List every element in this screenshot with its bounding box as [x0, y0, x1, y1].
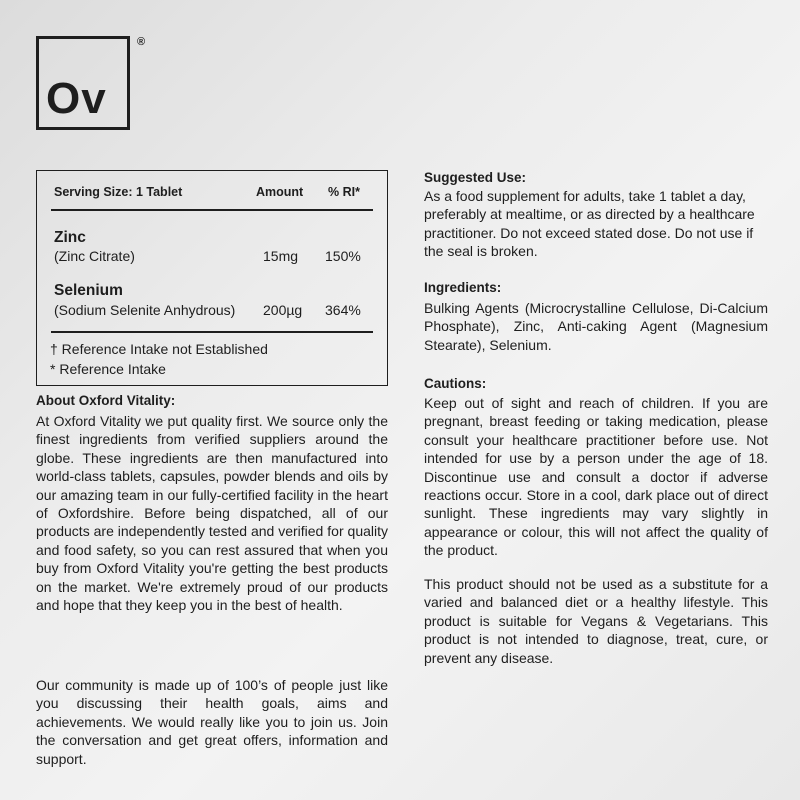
about-paragraph-1: At Oxford Vitality we put quality first. We source only the finest ingredients from verified suppliers around the globe. These ingredients are then manufactured into world-class tablets, capsules, powder blends and oils by our amazing team in our fully-certified facility in the heart of Oxfordshire. Before being dispatched, all of our products are independently tested and verified for quality and food safety, so you can rest assured that when you buy from Oxford Vitality you're getting the best products on the market. We're extremely proud of our products and hope that they keep you in the best of health. [36, 413, 388, 614]
logo-text: Ov [46, 74, 107, 123]
suggested-use-text: As a food supplement for adults, take 1 tablet a day, preferably at mealtime, or as directed by a healthcare practitioner. Do not exceed stated dose. Do not use if the seal is broken. [424, 188, 755, 260]
nutrient-source-zinc: (Zinc Citrate) [54, 248, 135, 264]
cautions-text: Keep out of sight and reach of children. If you are pregnant, breast feeding or taking medication, please consult your healthcare practitioner before use. Not intended for use by a person under the age of 18. Discontinue use and consult a doctor if adverse reactions occur. Store in a cool, dark place out of direct sunlight. These ingredients may vary slightly in appearance or colour, this will not affect the quality of the product. [424, 395, 768, 559]
about-paragraph-2: Our community is made up of 100’s of people just like you discussing their health goals, aims and achievements. We would really like you to join us. Join the conversation and get great offers, information and support. [36, 677, 388, 767]
nutrient-name-zinc: Zinc [54, 229, 86, 246]
nutrition-panel [36, 170, 388, 386]
nutrient-ri-zinc: 150% [325, 248, 361, 264]
ri-header: % RI* [328, 185, 360, 199]
nutrient-source-selenium: (Sodium Selenite Anhydrous) [54, 302, 236, 318]
registered-mark: ® [137, 36, 146, 48]
cautions-heading: Cautions: [424, 376, 487, 391]
footnote-asterisk: * Reference Intake [50, 361, 166, 377]
nutrient-name-selenium: Selenium [54, 282, 123, 299]
about-heading: About Oxford Vitality: [36, 393, 176, 408]
footnote-dagger: † Reference Intake not Established [50, 341, 268, 357]
disclaimer-text: This product should not be used as a substitute for a varied and balanced diet or a healthy lifestyle. This product is suitable for Vegans & Vegetarians. This product is not intended to diagnose, treat, cure, or prevent any disease. [424, 576, 768, 666]
serving-size-header: Serving Size: 1 Tablet [54, 185, 183, 199]
nutrient-amount-zinc: 15mg [263, 248, 299, 264]
amount-header: Amount [256, 185, 304, 199]
ingredients-text: Bulking Agents (Microcrystalline Cellulose, Di-Calcium Phosphate), Zinc, Anti-caking Agent (Magnesium Stearate), Selenium. [424, 300, 768, 353]
nutrition-divider-bottom [51, 331, 373, 333]
suggested-use-heading: Suggested Use: [424, 170, 527, 185]
nutrition-divider-top [51, 209, 373, 211]
ingredients-heading: Ingredients: [424, 280, 502, 295]
nutrient-amount-selenium: 200µg [263, 302, 303, 318]
brand-logo [36, 36, 130, 130]
nutrient-ri-selenium: 364% [325, 302, 361, 318]
